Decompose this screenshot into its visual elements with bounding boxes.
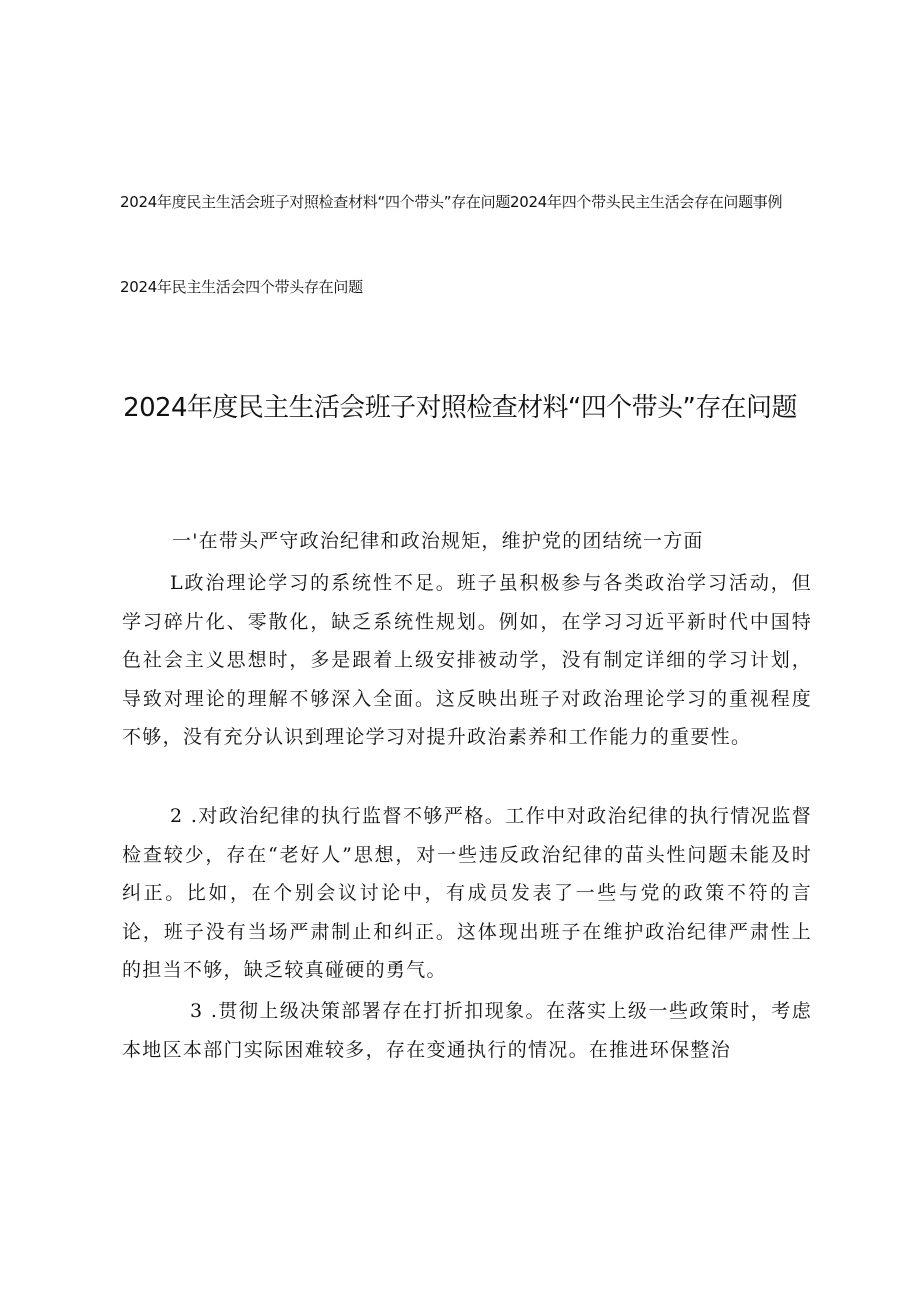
paragraph-1: L政治理论学习的系统性不足。班子虽积极参与各类政治学习活动，但学习碎片化、零散化，缺乏系统性规划。例如，在学习习近平新时代中国特色社会主义思想时，多是跟着上级安排被动学，没有制定详细的学习计划，导致对理论的理解不够深入全面。这反映出班子对政治理论学习的重视程度不够，没有充分认识到理论学习对提升政治素养和工作能力的重要性。 <box>122 572 812 748</box>
section-heading: 一'在带头严守政治纪律和政治规矩，维护党的团结统一方面 <box>172 530 704 552</box>
document-header-line-1: 2024年度民主生活会班子对照检查材料“四个带头”存在问题2024年四个带头民主生活会存在问题事例 <box>120 193 783 211</box>
paragraph-2: 2 .对政治纪律的执行监督不够严格。工作中对政治纪律的执行情况监督检查较少，存在“老好人”思想，对一些违反政治纪律的苗头性问题未能及时纠正。比如，在个别会议讨论中，有成员发表了一些与党的政策不符的言论，班子没有当场严肃制止和纠正。这体现出班子在维护政治纪律严肃性上的担当不够，缺乏较真碰硬的勇气。 <box>122 805 812 981</box>
document-title: 2024年度民主生活会班子对照检查材料“四个带头”存在问题 <box>123 393 797 423</box>
paragraph-3: 3 .贯彻上级决策部署存在打折扣现象。在落实上级一些政策时，考虑本地区本部门实际困难较多，存在变通执行的情况。在推进环保整治 <box>122 1000 812 1061</box>
document-header-line-2: 2024年民主生活会四个带头存在问题 <box>120 278 363 296</box>
